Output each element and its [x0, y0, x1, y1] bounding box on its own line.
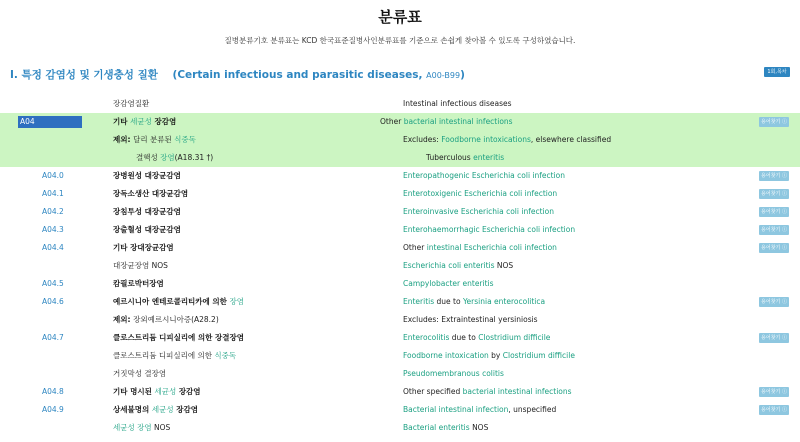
classification-table	[0, 95, 800, 437]
term-text: 거짓막성 결장염	[113, 369, 167, 378]
term-text: Other	[403, 243, 427, 252]
term-text: (A18.31 †)	[174, 153, 214, 162]
code-link[interactable]: A04.9	[42, 405, 64, 414]
code-link[interactable]: A04.2	[42, 207, 64, 216]
term-text: Other specified	[403, 387, 463, 396]
term-text: 장감염	[173, 405, 198, 414]
table-row	[0, 203, 800, 221]
term-search-button[interactable]: 용어찾기 ⓘ	[759, 243, 789, 253]
english-term	[403, 293, 545, 311]
linked-term[interactable]: Enterotoxigenic Escherichia coli infection	[403, 189, 558, 198]
table-row	[0, 131, 800, 149]
term-text: by	[488, 351, 503, 360]
term-text: 제외:	[113, 315, 134, 324]
table-row	[0, 401, 800, 419]
code-link[interactable]: A04.5	[42, 279, 64, 288]
linked-term[interactable]: 식중독	[214, 351, 237, 360]
linked-term[interactable]: 식중독	[174, 135, 196, 144]
linked-term[interactable]: bacterial intestinal infections	[403, 117, 513, 126]
korean-term	[113, 131, 196, 149]
code-link[interactable]: A04.7	[42, 333, 64, 342]
linked-term[interactable]: Enteropathogenic Escherichia coli infection	[403, 171, 566, 180]
linked-term[interactable]: Enterohaemorrhagic Escherichia coli infection	[403, 225, 576, 234]
chapter-range: A00-B99	[426, 71, 461, 80]
korean-term	[113, 293, 244, 311]
korean-term	[113, 167, 181, 185]
term-text: 클로스트리듐 디피실리에 의한 장결장염	[113, 333, 244, 342]
table-row	[0, 275, 800, 293]
english-term	[403, 185, 557, 203]
table-row	[0, 113, 800, 131]
term-text: 캄필로박터장염	[113, 279, 164, 288]
term-search-button[interactable]: 용어찾기 ⓘ	[759, 207, 789, 217]
linked-term[interactable]: 장염	[160, 153, 175, 162]
term-text: 장외예르시니아증(A28.2)	[133, 315, 219, 324]
table-row	[0, 221, 800, 239]
term-text: 장병원성 대장균감염	[113, 171, 181, 180]
korean-term	[113, 203, 181, 221]
term-text: Excludes:	[403, 135, 442, 144]
english-term	[403, 383, 572, 401]
table-row	[0, 95, 800, 113]
linked-term[interactable]: Enteroinvasive Escherichia coli infection	[403, 207, 554, 216]
linked-term[interactable]: 세균성 장염	[113, 423, 152, 432]
linked-term[interactable]: Enterocolitis	[403, 333, 450, 342]
term-text: , unspecified	[508, 405, 557, 414]
english-term	[380, 113, 513, 131]
linked-term[interactable]: Pseudomembranous colitis	[403, 369, 504, 378]
english-term	[403, 311, 538, 329]
term-text: NOS	[494, 261, 514, 270]
term-text: 장침투성 대장균감염	[113, 207, 181, 216]
linked-term[interactable]: enteritis	[473, 153, 505, 162]
term-text: 결핵성	[136, 153, 161, 162]
linked-term[interactable]: 장염	[229, 297, 245, 306]
linked-term[interactable]: Campylobacter enteritis	[403, 279, 494, 288]
table-row	[0, 383, 800, 401]
english-term	[403, 329, 550, 347]
term-text: 장독소생산 대장균감염	[113, 189, 189, 198]
code-link[interactable]: A04.8	[42, 387, 64, 396]
english-term	[403, 275, 494, 293]
term-text: Tuberculous	[426, 153, 474, 162]
english-term	[403, 221, 575, 239]
code-link[interactable]: A04.1	[42, 189, 64, 198]
chapter-title-ko: I. 특정 감염성 및 기생충성 질환	[10, 69, 158, 81]
chapter-heading	[10, 67, 465, 82]
term-text: due to	[449, 333, 479, 342]
term-text: 장감염질환	[113, 99, 150, 108]
linked-term[interactable]: Escherichia coli enteritis	[403, 261, 495, 270]
table-of-contents-button[interactable]: 1회,목차	[764, 67, 790, 77]
page-title: 분류표	[378, 8, 422, 26]
term-search-button[interactable]: 용어찾기 ⓘ	[759, 171, 789, 181]
table-row	[0, 329, 800, 347]
korean-term	[113, 401, 198, 419]
korean-term	[113, 383, 201, 401]
term-text: 기타	[113, 117, 131, 126]
table-row	[0, 347, 800, 365]
table-row	[0, 167, 800, 185]
table-row	[0, 311, 800, 329]
table-row	[0, 239, 800, 257]
term-search-button[interactable]: 용어찾기 ⓘ	[759, 117, 789, 127]
term-text: Other	[380, 117, 404, 126]
term-search-button[interactable]: 용어찾기 ⓘ	[759, 387, 789, 397]
term-search-button[interactable]: 용어찾기 ⓘ	[759, 189, 789, 199]
term-text: NOS	[151, 423, 171, 432]
page-subtitle: 질병분류기호 분류표는 KCD 한국표준질병사인분류표를 기준으로 손쉽게 찾아볼 수 있도록 구성하였습니다.	[224, 36, 576, 45]
english-term	[403, 239, 557, 257]
term-text: 제외:	[113, 135, 134, 144]
english-term	[403, 203, 554, 221]
english-term	[403, 95, 512, 113]
term-text: 기타 명시된	[113, 387, 155, 396]
korean-term	[113, 365, 166, 383]
korean-term	[113, 257, 168, 275]
term-text: 예르시니아 엔테로콜리티카에 의한	[113, 297, 230, 306]
term-text: NOS	[469, 423, 489, 432]
term-search-button[interactable]: 용어찾기 ⓘ	[759, 405, 789, 415]
korean-term	[136, 149, 213, 167]
korean-term	[113, 311, 219, 329]
table-row	[0, 365, 800, 383]
chapter-close-paren: )	[460, 69, 465, 81]
code-link[interactable]: A04.3	[42, 225, 64, 234]
term-text: 상세불명의	[113, 405, 152, 414]
linked-term[interactable]: Clostridium difficile	[502, 351, 575, 360]
term-search-button[interactable]: 용어찾기 ⓘ	[759, 297, 789, 307]
linked-term[interactable]: 세균성	[130, 117, 152, 126]
table-row	[0, 149, 800, 167]
english-term	[403, 257, 513, 275]
english-term	[403, 419, 488, 437]
linked-term[interactable]: bacterial intestinal infections	[462, 387, 572, 396]
term-text: 달리 분류된	[133, 135, 175, 144]
code-link[interactable]: A04.0	[42, 171, 64, 180]
term-text: 클로스트리듐 디피실리에 의한	[113, 351, 215, 360]
term-search-button[interactable]: 용어찾기 ⓘ	[759, 333, 789, 343]
linked-term[interactable]: Yersinia enterocolitica	[462, 297, 546, 306]
linked-term[interactable]: Clostridium difficile	[478, 333, 551, 342]
term-text: 대장균장염 NOS	[113, 261, 168, 270]
term-text: 장출혈성 대장균감염	[113, 225, 181, 234]
korean-term	[113, 419, 170, 437]
linked-term[interactable]: 세균성	[151, 405, 174, 414]
table-row	[0, 293, 800, 311]
term-text: Excludes: Extraintestinal yersiniosis	[403, 315, 538, 324]
term-search-button[interactable]: 용어찾기 ⓘ	[759, 225, 789, 235]
korean-term	[113, 185, 188, 203]
table-row	[0, 257, 800, 275]
linked-term[interactable]: Bacterial intestinal infection	[403, 405, 509, 414]
code-badge[interactable]: A04	[18, 116, 82, 128]
korean-term	[113, 239, 174, 257]
table-row	[0, 185, 800, 203]
linked-term[interactable]: Foodborne intoxications	[441, 135, 531, 144]
korean-term	[113, 221, 181, 239]
linked-term[interactable]: Bacterial enteritis	[403, 423, 470, 432]
english-term	[403, 365, 504, 383]
term-text: 기타 장대장균감염	[113, 243, 174, 252]
english-term	[426, 149, 504, 167]
code-link[interactable]: A04.6	[42, 297, 64, 306]
korean-term	[113, 347, 236, 365]
korean-term	[113, 95, 149, 113]
linked-term[interactable]: 세균성	[154, 387, 177, 396]
korean-term	[113, 113, 176, 131]
korean-term	[113, 275, 164, 293]
term-text: 장감염	[176, 387, 201, 396]
chapter-title-en: (Certain infectious and parasitic diseases,	[172, 69, 423, 81]
linked-term[interactable]: intestinal Escherichia coli infection	[426, 243, 557, 252]
english-term	[403, 167, 565, 185]
english-term	[403, 131, 611, 149]
term-text: 장감염	[151, 117, 177, 126]
english-term	[403, 401, 556, 419]
term-text: , elsewhere classified	[530, 135, 612, 144]
term-text: Intestinal infectious diseases	[403, 99, 512, 108]
term-text: due to	[434, 297, 463, 306]
linked-term[interactable]: Enteritis	[403, 297, 435, 306]
korean-term	[113, 329, 244, 347]
table-row	[0, 419, 800, 437]
code-link[interactable]: A04.4	[42, 243, 64, 252]
linked-term[interactable]: Foodborne intoxication	[403, 351, 489, 360]
english-term	[403, 347, 575, 365]
